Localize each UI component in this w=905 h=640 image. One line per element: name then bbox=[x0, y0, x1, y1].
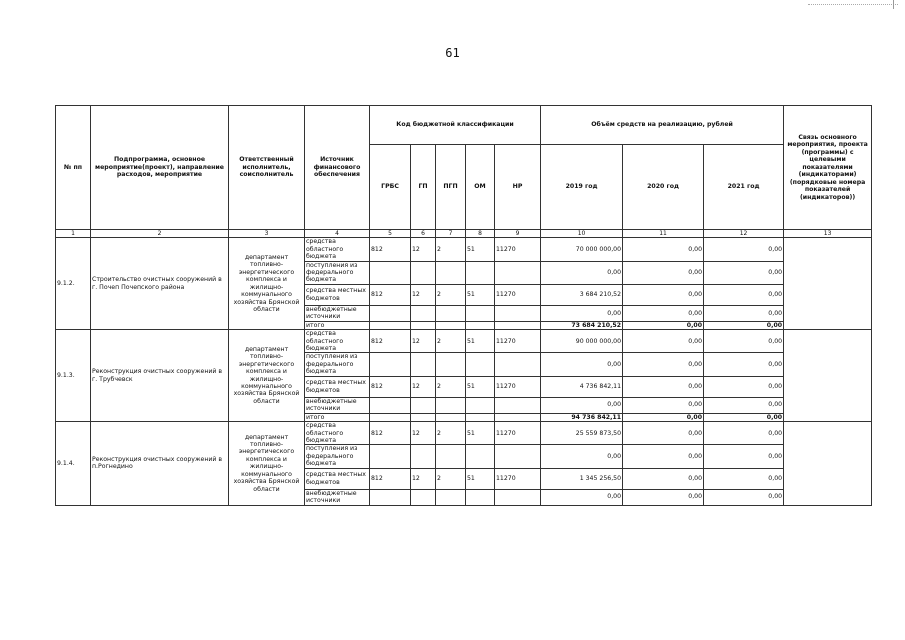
amount-2021: 0,00 bbox=[704, 353, 784, 376]
funding-source: средства областного бюджета bbox=[305, 330, 370, 353]
amount-2020: 0,00 bbox=[623, 261, 704, 284]
total-2019: 73 684 210,52 bbox=[541, 321, 623, 329]
code-gp bbox=[411, 445, 436, 468]
code-nr: 11270 bbox=[495, 422, 541, 445]
amount-2019: 0,00 bbox=[541, 397, 623, 413]
header-budget-code-group: Код бюджетной классификации bbox=[370, 106, 541, 145]
item-responsible: департамент топливно-энергетического комплекса и жилищно-коммунального хозяйства Брянской области bbox=[229, 238, 305, 330]
column-number: 10 bbox=[541, 230, 623, 238]
column-number: 2 bbox=[91, 230, 229, 238]
code-om bbox=[466, 489, 495, 505]
header-om: ОМ bbox=[466, 145, 495, 230]
code-gp bbox=[411, 413, 436, 421]
code-grbs bbox=[370, 489, 411, 505]
funding-source: поступления из федерального бюджета bbox=[305, 353, 370, 376]
code-nr: 11270 bbox=[495, 238, 541, 261]
code-gp: 12 bbox=[411, 376, 436, 397]
code-om bbox=[466, 353, 495, 376]
code-grbs bbox=[370, 397, 411, 413]
code-om: 51 bbox=[466, 376, 495, 397]
code-nr: 11270 bbox=[495, 468, 541, 489]
code-gp: 12 bbox=[411, 238, 436, 261]
code-pgp bbox=[436, 445, 466, 468]
amount-2019: 70 000 000,00 bbox=[541, 238, 623, 261]
code-gp: 12 bbox=[411, 330, 436, 353]
scan-corner-mark bbox=[808, 4, 898, 5]
code-grbs: 812 bbox=[370, 284, 411, 305]
header-nr: НР bbox=[495, 145, 541, 230]
funding-source: поступления из федерального бюджета bbox=[305, 445, 370, 468]
budget-table bbox=[55, 105, 872, 506]
table-row bbox=[56, 238, 872, 261]
amount-2019: 0,00 bbox=[541, 305, 623, 321]
code-pgp: 2 bbox=[436, 284, 466, 305]
indicator-link bbox=[784, 422, 872, 506]
code-grbs bbox=[370, 445, 411, 468]
amount-2021: 0,00 bbox=[704, 468, 784, 489]
total-2021: 0,00 bbox=[704, 413, 784, 421]
item-name: Реконструкция очистных сооружений в г. Трубчевск bbox=[91, 330, 229, 422]
code-nr bbox=[495, 397, 541, 413]
code-pgp bbox=[436, 397, 466, 413]
amount-2020: 0,00 bbox=[623, 284, 704, 305]
amount-2021: 0,00 bbox=[704, 489, 784, 505]
funding-source: внебюджетные источники bbox=[305, 397, 370, 413]
code-pgp bbox=[436, 305, 466, 321]
funding-source: внебюджетные источники bbox=[305, 489, 370, 505]
funding-source: средства областного бюджета bbox=[305, 238, 370, 261]
header-responsible: Ответственный исполнитель, соисполнитель bbox=[229, 106, 305, 230]
code-pgp: 2 bbox=[436, 468, 466, 489]
column-number: 5 bbox=[370, 230, 411, 238]
code-om: 51 bbox=[466, 330, 495, 353]
code-gp: 12 bbox=[411, 284, 436, 305]
page-number: 61 bbox=[445, 46, 460, 60]
code-om bbox=[466, 445, 495, 468]
code-nr bbox=[495, 305, 541, 321]
code-gp bbox=[411, 321, 436, 329]
column-number: 13 bbox=[784, 230, 872, 238]
header-2020: 2020 год bbox=[623, 145, 704, 230]
code-grbs bbox=[370, 261, 411, 284]
code-grbs: 812 bbox=[370, 330, 411, 353]
header-subprogram: Подпрограмма, основное мероприятие(проект), направление расходов, мероприятие bbox=[91, 106, 229, 230]
funding-source: поступления из федерального бюджета bbox=[305, 261, 370, 284]
code-om bbox=[466, 413, 495, 421]
funding-source: средства местных бюджетов bbox=[305, 284, 370, 305]
amount-2020: 0,00 bbox=[623, 397, 704, 413]
code-gp bbox=[411, 397, 436, 413]
funding-source: средства областного бюджета bbox=[305, 422, 370, 445]
code-gp bbox=[411, 305, 436, 321]
header-2019: 2019 год bbox=[541, 145, 623, 230]
column-number: 12 bbox=[704, 230, 784, 238]
total-2020: 0,00 bbox=[623, 413, 704, 421]
item-number: 9.1.3. bbox=[56, 330, 91, 422]
column-number: 8 bbox=[466, 230, 495, 238]
code-pgp: 2 bbox=[436, 238, 466, 261]
code-pgp bbox=[436, 489, 466, 505]
amount-2019: 0,00 bbox=[541, 353, 623, 376]
code-gp bbox=[411, 261, 436, 284]
code-pgp: 2 bbox=[436, 422, 466, 445]
code-pgp bbox=[436, 261, 466, 284]
column-number: 9 bbox=[495, 230, 541, 238]
indicator-link bbox=[784, 238, 872, 330]
code-gp bbox=[411, 353, 436, 376]
header-no: № пп bbox=[56, 106, 91, 230]
total-2020: 0,00 bbox=[623, 321, 704, 329]
code-grbs: 812 bbox=[370, 238, 411, 261]
amount-2021: 0,00 bbox=[704, 422, 784, 445]
item-responsible: департамент топливно-энергетического комплекса и жилищно-коммунального хозяйства Брянской области bbox=[229, 422, 305, 506]
item-name: Строительство очистных сооружений в г. Почеп Почепского района bbox=[91, 238, 229, 330]
code-gp: 12 bbox=[411, 468, 436, 489]
item-number: 9.1.2. bbox=[56, 238, 91, 330]
header-grbs: ГРБС bbox=[370, 145, 411, 230]
amount-2021: 0,00 bbox=[704, 261, 784, 284]
column-number: 6 bbox=[411, 230, 436, 238]
amount-2021: 0,00 bbox=[704, 284, 784, 305]
code-grbs bbox=[370, 413, 411, 421]
code-grbs bbox=[370, 305, 411, 321]
funding-source: средства местных бюджетов bbox=[305, 468, 370, 489]
code-nr bbox=[495, 321, 541, 329]
code-pgp: 2 bbox=[436, 376, 466, 397]
amount-2021: 0,00 bbox=[704, 376, 784, 397]
code-nr bbox=[495, 413, 541, 421]
amount-2020: 0,00 bbox=[623, 445, 704, 468]
header-2021: 2021 год bbox=[704, 145, 784, 230]
table-row bbox=[56, 330, 872, 353]
column-number: 4 bbox=[305, 230, 370, 238]
code-grbs: 812 bbox=[370, 468, 411, 489]
code-nr bbox=[495, 445, 541, 468]
code-om: 51 bbox=[466, 284, 495, 305]
code-pgp bbox=[436, 321, 466, 329]
column-number: 7 bbox=[436, 230, 466, 238]
code-om bbox=[466, 305, 495, 321]
column-number: 1 bbox=[56, 230, 91, 238]
item-responsible: департамент топливно-энергетического комплекса и жилищно-коммунального хозяйства Брянской области bbox=[229, 330, 305, 422]
code-om bbox=[466, 261, 495, 284]
column-number: 3 bbox=[229, 230, 305, 238]
header-source: Источник финансового обеспечения bbox=[305, 106, 370, 230]
code-gp bbox=[411, 489, 436, 505]
amount-2020: 0,00 bbox=[623, 376, 704, 397]
code-om bbox=[466, 321, 495, 329]
scan-corner-tick bbox=[893, 0, 894, 9]
total-label: итого bbox=[305, 321, 370, 329]
amount-2021: 0,00 bbox=[704, 445, 784, 468]
code-grbs bbox=[370, 353, 411, 376]
header-link: Связь основного мероприятия, проекта (программы) с целевыми показателями (индикаторами) (порядковые номера показателей (индикаторов)) bbox=[784, 106, 872, 230]
code-nr: 11270 bbox=[495, 376, 541, 397]
code-pgp bbox=[436, 413, 466, 421]
amount-2019: 0,00 bbox=[541, 445, 623, 468]
amount-2020: 0,00 bbox=[623, 238, 704, 261]
code-nr bbox=[495, 261, 541, 284]
amount-2020: 0,00 bbox=[623, 353, 704, 376]
amount-2020: 0,00 bbox=[623, 305, 704, 321]
header-pgp: ПГП bbox=[436, 145, 466, 230]
funding-source: средства местных бюджетов bbox=[305, 376, 370, 397]
code-pgp: 2 bbox=[436, 330, 466, 353]
amount-2019: 3 684 210,52 bbox=[541, 284, 623, 305]
code-pgp bbox=[436, 353, 466, 376]
code-nr bbox=[495, 489, 541, 505]
code-gp: 12 bbox=[411, 422, 436, 445]
column-number: 11 bbox=[623, 230, 704, 238]
amount-2019: 0,00 bbox=[541, 489, 623, 505]
amount-2020: 0,00 bbox=[623, 489, 704, 505]
indicator-link bbox=[784, 330, 872, 422]
item-number: 9.1.4. bbox=[56, 422, 91, 506]
code-om: 51 bbox=[466, 238, 495, 261]
funding-source: внебюджетные источники bbox=[305, 305, 370, 321]
table-row bbox=[56, 422, 872, 445]
total-2019: 94 736 842,11 bbox=[541, 413, 623, 421]
header-gp: ГП bbox=[411, 145, 436, 230]
code-grbs: 812 bbox=[370, 376, 411, 397]
code-nr: 11270 bbox=[495, 284, 541, 305]
amount-2019: 1 345 256,50 bbox=[541, 468, 623, 489]
code-om: 51 bbox=[466, 422, 495, 445]
code-nr bbox=[495, 353, 541, 376]
code-nr: 11270 bbox=[495, 330, 541, 353]
item-name: Реконструкция очистных сооружений в п.Рогнедино bbox=[91, 422, 229, 506]
amount-2021: 0,00 bbox=[704, 305, 784, 321]
total-label: итого bbox=[305, 413, 370, 421]
amount-2019: 90 000 000,00 bbox=[541, 330, 623, 353]
amount-2019: 0,00 bbox=[541, 261, 623, 284]
code-grbs bbox=[370, 321, 411, 329]
code-om: 51 bbox=[466, 468, 495, 489]
total-2021: 0,00 bbox=[704, 321, 784, 329]
amount-2021: 0,00 bbox=[704, 397, 784, 413]
amount-2019: 4 736 842,11 bbox=[541, 376, 623, 397]
amount-2019: 25 559 873,50 bbox=[541, 422, 623, 445]
code-grbs: 812 bbox=[370, 422, 411, 445]
header-volume-group: Объём средств на реализацию, рублей bbox=[541, 106, 784, 145]
amount-2021: 0,00 bbox=[704, 330, 784, 353]
amount-2020: 0,00 bbox=[623, 468, 704, 489]
amount-2021: 0,00 bbox=[704, 238, 784, 261]
amount-2020: 0,00 bbox=[623, 330, 704, 353]
amount-2020: 0,00 bbox=[623, 422, 704, 445]
code-om bbox=[466, 397, 495, 413]
